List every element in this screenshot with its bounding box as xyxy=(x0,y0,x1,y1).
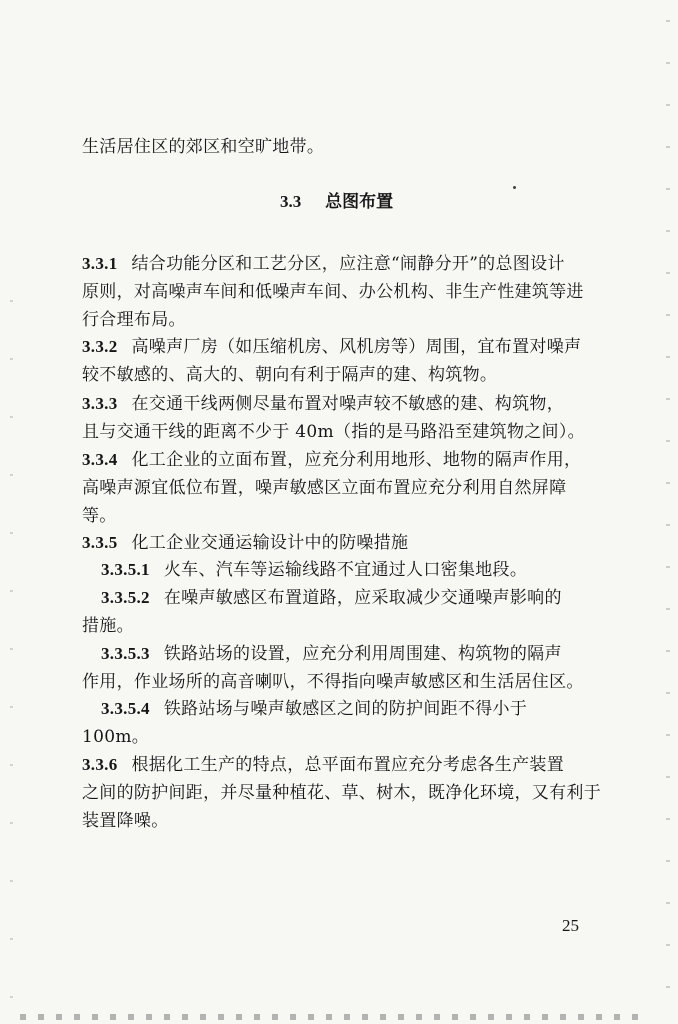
item-3-3-1-number: 3.3.1 xyxy=(82,254,118,273)
item-3-3-5-number: 3.3.5 xyxy=(82,533,118,552)
item-3-3-6-number: 3.3.6 xyxy=(82,755,118,774)
item-3-3-5-3-number: 3.3.5.3 xyxy=(101,644,150,663)
item-3-3-5-3-line-1 xyxy=(101,642,562,666)
item-3-3-5-text-1: 化工企业交通运输设计中的防噪措施 xyxy=(131,533,409,553)
item-3-3-1-text-1: 结合功能分区和工艺分区，应注意“闹静分开”的总图设计 xyxy=(131,254,565,274)
item-3-3-5-2-line-1 xyxy=(101,586,562,610)
item-3-3-3-line-2: 且与交通干线的距离不少于 40m（指的是马路沿至建筑物之间）。 xyxy=(82,422,585,442)
item-3-3-5-3-line-2: 作用，作业场所的高音喇叭，不得指向噪声敏感区和生活居住区。 xyxy=(82,672,584,692)
item-3-3-1-line-2: 原则，对高噪声车间和低噪声车间、办公机构、非生产性建筑等进 xyxy=(82,282,584,302)
item-3-3-3-line-1 xyxy=(82,392,564,416)
item-3-3-3-text-1: 在交通干线两侧尽量布置对噪声较不敏感的建、构筑物， xyxy=(131,394,564,414)
scan-bottom-marks xyxy=(20,1014,640,1020)
item-3-3-4-number: 3.3.4 xyxy=(82,450,118,469)
continuation-text: 生活居住区的郊区和空旷地带。 xyxy=(82,137,325,157)
item-3-3-5-2-text-1: 在噪声敏感区布置道路，应采取减少交通噪声影响的 xyxy=(163,588,562,608)
item-3-3-2-number: 3.3.2 xyxy=(82,337,118,356)
item-3-3-4-line-1 xyxy=(82,448,581,472)
item-3-3-2-line-2: 较不敏感的、高大的、朝向有利于隔声的建、构筑物。 xyxy=(82,365,498,385)
item-3-3-6-line-3: 装置降噪。 xyxy=(82,811,169,831)
item-3-3-6-text-1: 根据化工生产的特点，总平面布置应充分考虑各生产装置 xyxy=(131,755,564,775)
scan-left-marks xyxy=(10,300,13,1000)
scan-edge-marks xyxy=(666,20,670,1000)
item-3-3-5-2-line-2: 措施。 xyxy=(82,616,134,636)
item-3-3-5-4-number: 3.3.5.4 xyxy=(101,699,150,718)
item-3-3-4-line-3: 等。 xyxy=(82,506,117,526)
scan-speck xyxy=(513,186,516,189)
item-3-3-5-2-number: 3.3.5.2 xyxy=(101,588,150,607)
item-3-3-3-number: 3.3.3 xyxy=(82,394,118,413)
page-number: 25 xyxy=(562,916,579,935)
item-3-3-4-text-1: 化工企业的立面布置，应充分利用地形、地物的隔声作用， xyxy=(131,450,582,470)
item-3-3-2-text-1: 高噪声厂房（如压缩机房、风机房等）周围，宜布置对噪声 xyxy=(131,337,582,357)
item-3-3-5-1-text-1: 火车、汽车等运输线路不宜通过人口密集地段。 xyxy=(163,560,528,580)
item-3-3-6-line-1 xyxy=(82,753,564,777)
section-number: 3.3 xyxy=(280,192,302,211)
item-3-3-5-1-line-1 xyxy=(101,558,527,582)
item-3-3-2-line-1 xyxy=(82,335,581,359)
item-3-3-1-line-3: 行合理布局。 xyxy=(82,310,186,330)
item-3-3-1-line-1 xyxy=(82,252,565,276)
section-title xyxy=(280,190,393,214)
item-3-3-5-line-1 xyxy=(82,531,408,555)
item-3-3-4-line-2: 高噪声源宜低位布置，噪声敏感区立面布置应充分利用自然屏障 xyxy=(82,478,567,498)
item-3-3-6-line-2: 之间的防护间距，并尽量种植花、草、树木，既净化环境，又有利于 xyxy=(82,783,601,803)
item-3-3-5-3-text-1: 铁路站场的设置，应充分利用周围建、构筑物的隔声 xyxy=(163,644,562,664)
item-3-3-5-4-line-2: 100m。 xyxy=(82,727,150,747)
item-3-3-5-1-number: 3.3.5.1 xyxy=(101,560,150,579)
item-3-3-5-4-line-1 xyxy=(101,697,527,721)
section-heading: 总图布置 xyxy=(325,192,394,212)
item-3-3-5-4-text-1: 铁路站场与噪声敏感区之间的防护间距不得小于 xyxy=(163,699,528,719)
